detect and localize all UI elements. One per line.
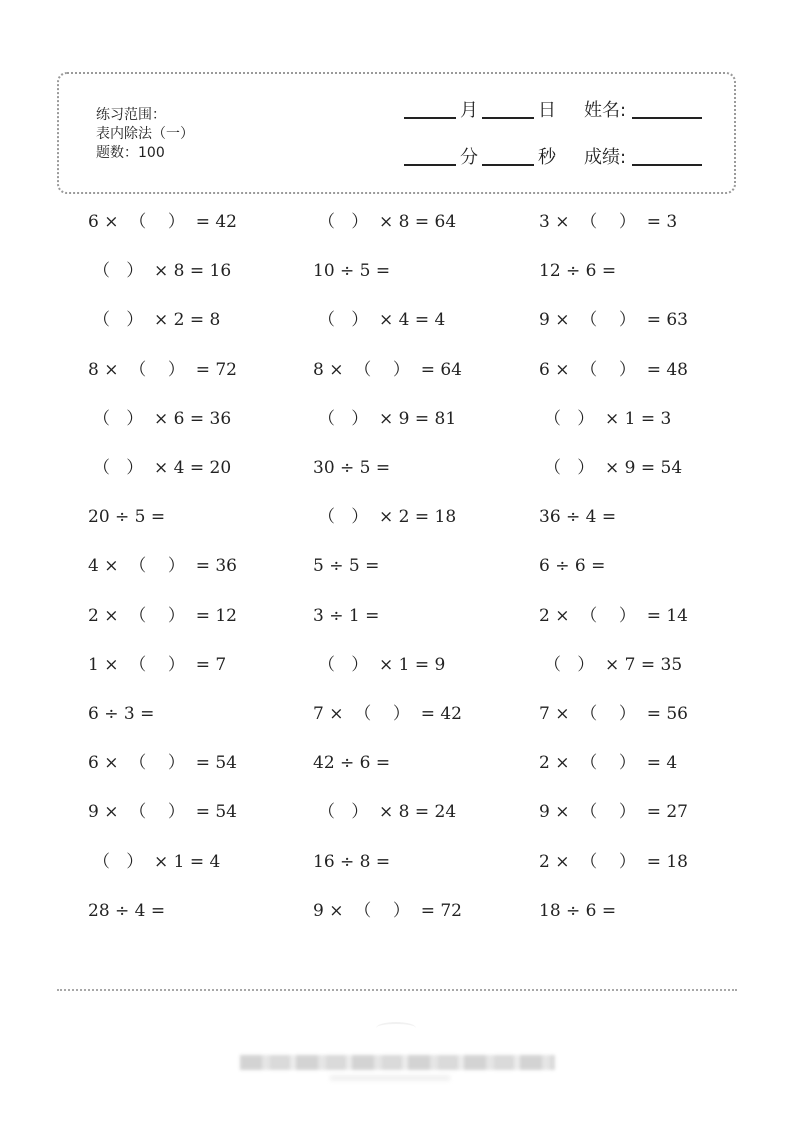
problem-1-9: 2 × （ ） = 12: [88, 606, 237, 626]
problem-3-5: （ ） × 1 = 3: [544, 409, 672, 429]
range-label: 练习范围：: [96, 107, 166, 123]
problem-3-8: 6 ÷ 6 =: [539, 556, 606, 576]
problem-2-1: （ ） × 8 = 64: [318, 212, 457, 232]
problem-1-13: 9 × （ ） = 54: [88, 802, 237, 822]
count-label: 题数：100: [96, 145, 165, 161]
minute-label: 分: [460, 147, 478, 168]
problem-1-12: 6 × （ ） = 54: [88, 753, 237, 773]
problem-2-14: 16 ÷ 8 =: [313, 852, 391, 872]
problem-2-4: 8 × （ ） = 64: [313, 360, 462, 380]
problem-2-15: 9 × （ ） = 72: [313, 901, 462, 921]
problem-2-11: 7 × （ ） = 42: [313, 704, 462, 724]
problem-2-3: （ ） × 4 = 4: [318, 310, 446, 330]
problem-3-13: 9 × （ ） = 27: [539, 802, 688, 822]
day-label: 日: [538, 100, 556, 121]
problem-3-10: （ ） × 7 = 35: [544, 655, 683, 675]
problem-2-8: 5 ÷ 5 =: [313, 556, 380, 576]
month-label: 月: [460, 100, 478, 121]
problem-3-12: 2 × （ ） = 4: [539, 753, 678, 773]
problem-1-1: 6 × （ ） = 42: [88, 212, 237, 232]
problem-1-10: 1 × （ ） = 7: [88, 655, 227, 675]
problem-2-5: （ ） × 9 = 81: [318, 409, 457, 429]
problem-3-9: 2 × （ ） = 14: [539, 606, 688, 626]
problem-3-6: （ ） × 9 = 54: [544, 458, 683, 478]
problem-3-1: 3 × （ ） = 3: [539, 212, 678, 232]
footer-divider: [57, 989, 737, 991]
problem-1-6: （ ） × 4 = 20: [93, 458, 232, 478]
second-label: 秒: [538, 147, 556, 168]
problem-1-4: 8 × （ ） = 72: [88, 360, 237, 380]
problem-2-12: 42 ÷ 6 =: [313, 753, 391, 773]
problem-3-11: 7 × （ ） = 56: [539, 704, 688, 724]
problem-2-6: 30 ÷ 5 =: [313, 458, 391, 478]
footer-blurred-text-2: [330, 1075, 450, 1081]
problem-1-15: 28 ÷ 4 =: [88, 901, 166, 921]
score-label: 成绩:: [584, 147, 627, 168]
problem-1-5: （ ） × 6 = 36: [93, 409, 232, 429]
problem-3-7: 36 ÷ 4 =: [539, 507, 617, 527]
problem-1-7: 20 ÷ 5 =: [88, 507, 166, 527]
problem-2-7: （ ） × 2 = 18: [318, 507, 457, 527]
problem-1-11: 6 ÷ 3 =: [88, 704, 155, 724]
problem-3-15: 18 ÷ 6 =: [539, 901, 617, 921]
problem-3-14: 2 × （ ） = 18: [539, 852, 688, 872]
problem-3-2: 12 ÷ 6 =: [539, 261, 617, 281]
topic-label: 表内除法（一）: [96, 126, 194, 142]
problem-2-9: 3 ÷ 1 =: [313, 606, 380, 626]
problem-1-3: （ ） × 2 = 8: [93, 310, 221, 330]
problem-1-14: （ ） × 1 = 4: [93, 852, 221, 872]
problem-1-2: （ ） × 8 = 16: [93, 261, 232, 281]
problem-2-2: 10 ÷ 5 =: [313, 261, 391, 281]
footer-watermark: [376, 1022, 416, 1034]
problem-2-13: （ ） × 8 = 24: [318, 802, 457, 822]
footer-blurred-text: [240, 1055, 555, 1070]
problem-3-4: 6 × （ ） = 48: [539, 360, 688, 380]
problem-2-10: （ ） × 1 = 9: [318, 655, 446, 675]
name-label: 姓名:: [584, 100, 627, 121]
problem-3-3: 9 × （ ） = 63: [539, 310, 688, 330]
problem-1-8: 4 × （ ） = 36: [88, 556, 237, 576]
